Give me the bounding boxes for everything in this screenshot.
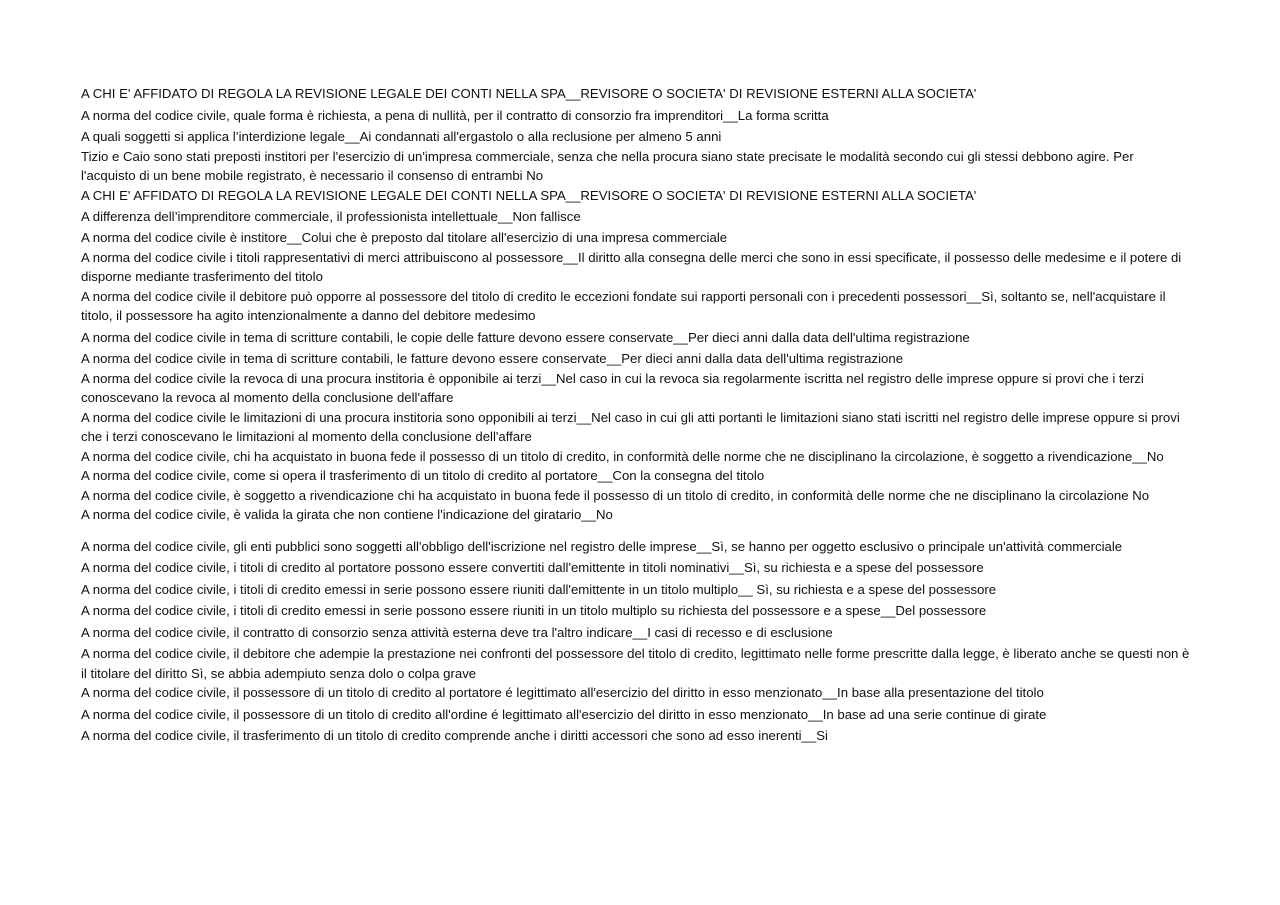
list-item: A differenza dell’imprenditore commerciale, il professionista intellettuale__Non fallisce — [81, 208, 581, 224]
list-item: A quali soggetti si applica l’interdizione legale__Ai condannati all'ergastolo o alla reclusione per almeno 5 anni — [81, 129, 722, 144]
list-item: Tizio e Caio sono stati preposti institori per l'esercizio di un'impresa commerciale, senza che nella procura siano state precisate le modalità secondo cui gli stessi debbono agire. Per l'acquisto di un bene mobile registrato, è necessario il consenso di entrambi No — [81, 148, 1134, 183]
list-item: A norma del codice civile, il contratto di consorzio senza attività esterna deve tra l'altro indicare__I casi di recesso e di esclusione — [81, 624, 833, 640]
list-item: A CHI E' AFFIDATO DI REGOLA LA REVISIONE LEGALE DEI CONTI NELLA SPA__REVISORE O SOCIETA' DI REVISIONE ESTERNI ALLA SOCIETA' — [81, 187, 977, 203]
list-item: A norma del codice civile, i titoli di credito emessi in serie possono essere riuniti in un titolo multiplo su richiesta del possessore e a spese__Del possessore — [81, 603, 987, 618]
list-item: A norma del codice civile, il possessore di un titolo di credito all'ordine é legittimato all'esercizio del diritto in esso menzionato__In base ad una serie continue di girate — [81, 706, 1047, 722]
question-answer-list — [81, 84, 1191, 746]
list-item: A norma del codice civile, il debitore che adempie la prestazione nei confronti del possessore del titolo di credito, legittimato nelle forme prescritte dalla legge, è liberato anche se questi non è il titolare del diritto Sì, se abbia adempiuto senza dolo o colpa grave — [81, 646, 1190, 681]
list-item: A norma del codice civile in tema di scritture contabili, le fatture devono essere conservate__Per dieci anni dalla data dell'ultima registrazione — [81, 351, 904, 366]
list-item: A norma del codice civile è institore__Colui che è preposto dal titolare all'esercizio di una impresa commerciale — [81, 230, 728, 245]
list-item: A norma del codice civile, chi ha acquistato in buona fede il possesso di un titolo di credito, in conformità delle norme che ne disciplinano la circolazione, è soggetto a rivendicazione__No — [81, 448, 1164, 464]
list-item: A norma del codice civile, come si opera il trasferimento di un titolo di credito al portatore__Con la consegna del titolo — [81, 468, 765, 483]
list-item: A norma del codice civile, è soggetto a rivendicazione chi ha acquistato in buona fede il possesso di un titolo di credito, in conformità delle norme che ne disciplinano la circolazione No — [81, 487, 1150, 503]
list-item: A CHI E' AFFIDATO DI REGOLA LA REVISIONE LEGALE DEI CONTI NELLA SPA__REVISORE O SOCIETA' DI REVISIONE ESTERNI ALLA SOCIETA' — [81, 86, 977, 101]
list-item: A norma del codice civile, il trasferimento di un titolo di credito comprende anche i diritti accessori che sono ad esso inerenti__Si — [81, 728, 828, 743]
list-item: A norma del codice civile, i titoli di credito al portatore possono essere convertiti dall'emittente in titoli nominativi__Sì, su richiesta e a spese del possessore — [81, 560, 984, 575]
list-item: A norma del codice civile, gli enti pubblici sono soggetti all'obbligo dell'iscrizione nel registro delle imprese__Sì, se hanno per oggetto esclusivo o principale un'attività commerciale — [81, 538, 1123, 554]
list-item: A norma del codice civile i titoli rappresentativi di merci attribuiscono al possessore__Il diritto alla consegna delle merci che sono in essi specificate, il possesso delle medesime e il potere di disporne mediante trasferimento del titolo — [81, 249, 1182, 284]
list-item: A norma del codice civile, i titoli di credito emessi in serie possono essere riuniti dall'emittente in un titolo multiplo__ Sì, su richiesta e a spese del possessore — [81, 581, 997, 597]
list-item: A norma del codice civile le limitazioni di una procura institoria sono opponibili ai terzi__Nel caso in cui gli atti portanti le limitazioni siano stati iscritti nel registro delle imprese oppure si provi che i terzi conoscevano le limitazioni al momento della conclusione dell'affare — [81, 409, 1180, 444]
list-item: A norma del codice civile in tema di scritture contabili, le copie delle fatture devono essere conservate__Per dieci anni dalla data dell'ultima registrazione — [81, 329, 970, 345]
list-item: A norma del codice civile, quale forma è richiesta, a pena di nullità, per il contratto di consorzio fra imprenditori__La forma scritta — [81, 107, 829, 123]
list-item: A norma del codice civile il debitore può opporre al possessore del titolo di credito le eccezioni fondate sui rapporti personali con i precedenti possessori__Sì, soltanto se, nell'acquistare il titolo, il possessore ha agito intenzionalmente a danno del debitore medesimo — [81, 288, 1166, 323]
list-item: A norma del codice civile, è valida la girata che non contiene l'indicazione del giratario__No — [81, 507, 613, 522]
list-item: A norma del codice civile la revoca di una procura institoria è opponibile ai terzi__Nel caso in cui la revoca sia regolarmente iscritta nel registro delle imprese oppure si provi che i terzi conoscevano la revoca al momento della conclusione dell'affare — [81, 370, 1144, 405]
list-item: A norma del codice civile, il possessore di un titolo di credito al portatore é legittimato all'esercizio del diritto in esso menzionato__In base alla presentazione del titolo — [81, 685, 1044, 700]
